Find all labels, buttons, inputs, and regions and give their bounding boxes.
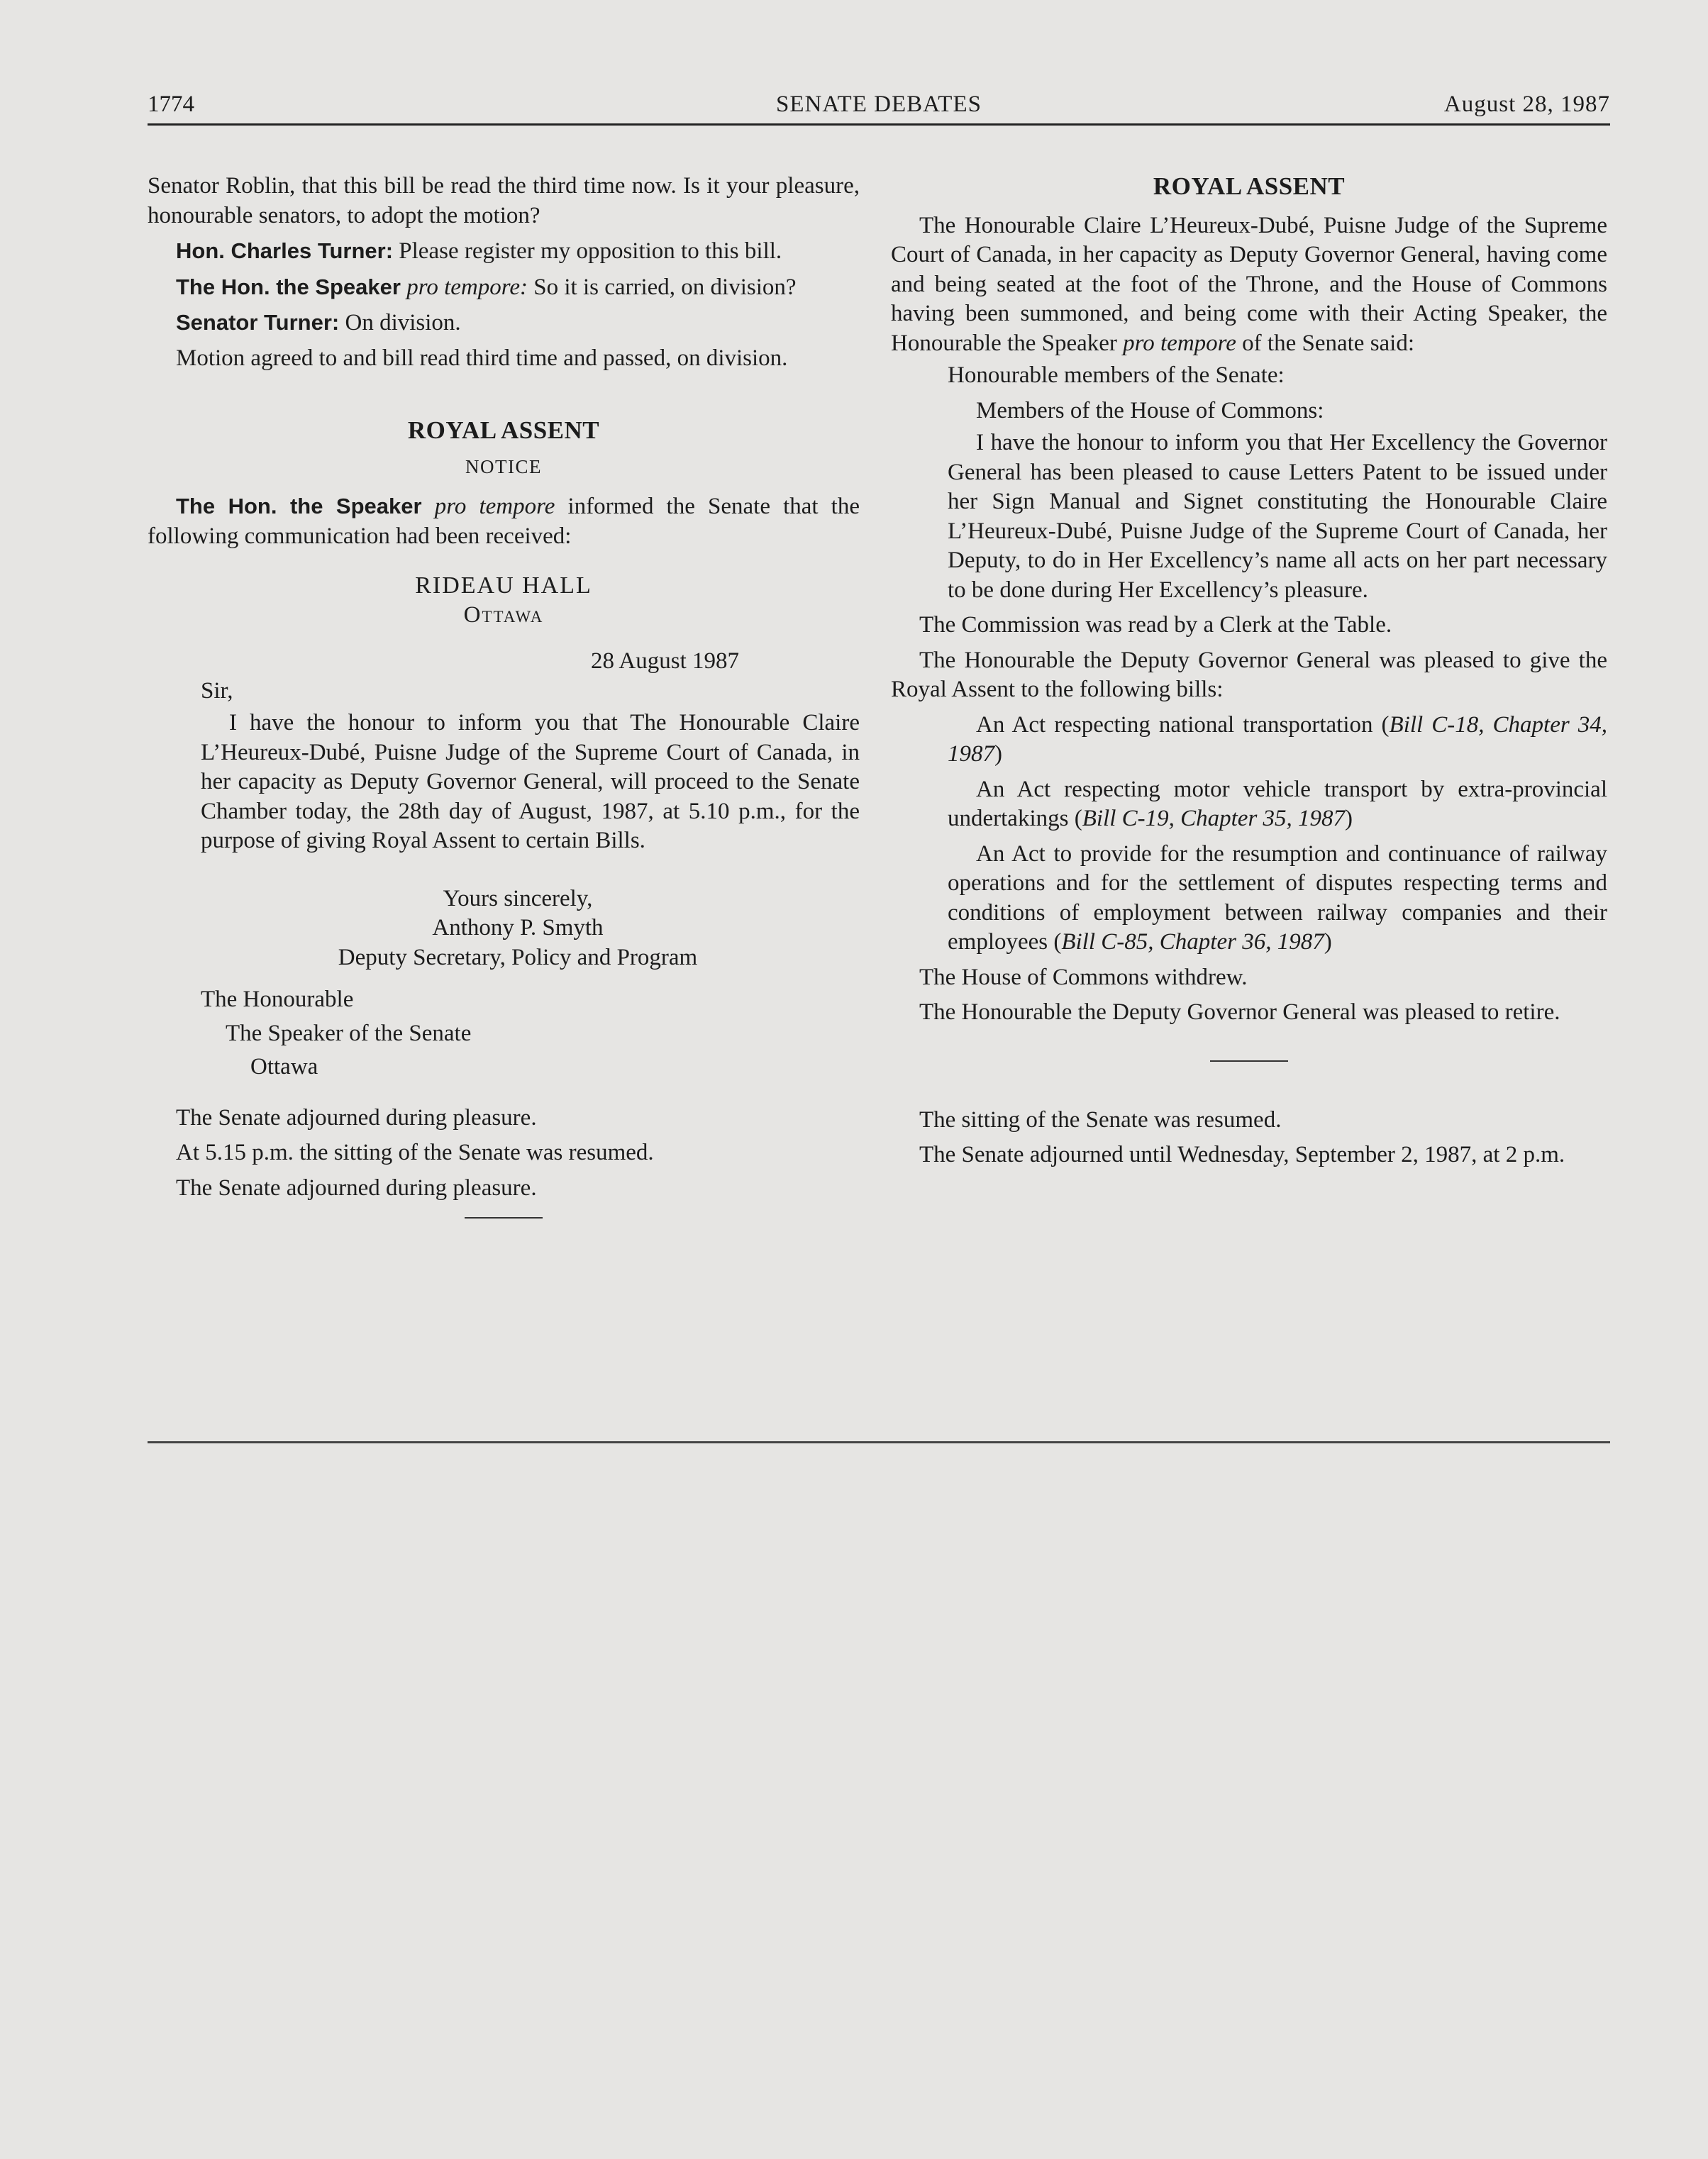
page-bottom-rule bbox=[148, 1441, 1610, 1443]
italic-phrase: pro tempore bbox=[434, 494, 555, 519]
bill-reference: Bill C-85, Chapter 36, 1987 bbox=[1061, 929, 1324, 955]
section-divider bbox=[465, 1217, 543, 1219]
paragraph: The Honourable the Deputy Governor General was pleased to give the Royal Assent to the following bills: bbox=[891, 647, 1607, 702]
bill-item bbox=[891, 840, 1607, 958]
publication-title: SENATE DEBATES bbox=[776, 91, 982, 117]
paragraph bbox=[891, 211, 1607, 359]
paren: ) bbox=[994, 741, 1002, 767]
speaker-name: Hon. Charles Turner: bbox=[176, 238, 394, 263]
paragraph-text: The Honourable Claire L’Heureux-Dubé, Puisne Judge of the Supreme Court of Canada, in her capacity as Deputy Governor General, having come and being seated at the foot of the Throne, and the House of Commons having been summoned, and being come with their Acting Speaker, the Honourable the Speaker bbox=[891, 212, 1607, 356]
speaker-name: The Hon. the Speaker bbox=[176, 494, 422, 518]
bill-reference: Bill C-18, Chapter 34, 1987 bbox=[948, 711, 1607, 767]
speech-body: I have the honour to inform you that Her Excellency the Governor General has been pleased to cause Letters Patent to be issued under her Sign Manual and Signet constituting the Honourable Claire L’Heureux-Dubé, Puisne Judge of the Supreme Court of Canada, her Deputy, to do in Her Excellency’s name all acts on her part necessary to be done during Her Excellency’s pleasure. bbox=[948, 430, 1607, 603]
bill-title: An Act respecting motor vehicle transport by extra-provincial undertakings ( bbox=[948, 776, 1607, 831]
speech-text: So it is carried, on division? bbox=[528, 274, 797, 300]
section-heading: ROYAL ASSENT bbox=[1153, 172, 1346, 200]
italic-phrase: pro tempore bbox=[1123, 330, 1236, 356]
paren: ) bbox=[1345, 806, 1353, 831]
paragraph bbox=[148, 492, 860, 551]
section-divider bbox=[1210, 1060, 1288, 1062]
letter bbox=[148, 571, 860, 1082]
letter-place: RIDEAU HALL bbox=[415, 572, 592, 599]
letter-closing: Yours sincerely, bbox=[443, 885, 593, 911]
section-heading: ROYAL ASSENT bbox=[407, 416, 600, 444]
left-column bbox=[148, 172, 860, 1219]
letter-body: I have the honour to inform you that The Honourable Claire L’Heureux-Dubé, Puisne Judge of the Supreme Court of Canada, in her capacity as Deputy Governor General, will proceed to the Senate Chamber today, the 28th day of August, 1987, at 5.10 p.m., for the purpose of giving Royal Assent to certain Bills. bbox=[201, 710, 860, 853]
paren: ) bbox=[1324, 929, 1332, 955]
paragraph: The Senate adjourned until Wednesday, September 2, 1987, at 2 p.m. bbox=[919, 1142, 1565, 1167]
paragraph bbox=[148, 308, 860, 338]
letter-address-line: The Honourable bbox=[201, 987, 354, 1012]
speech-text: On division. bbox=[339, 310, 461, 335]
speaker-name: Senator Turner: bbox=[176, 310, 340, 335]
speech-text: Please register my opposition to this bill. bbox=[393, 238, 782, 264]
letter-signer-title: Deputy Secretary, Policy and Program bbox=[338, 944, 698, 970]
speaker-name: The Hon. the Speaker bbox=[176, 274, 401, 299]
speech-text: informed the Senate that the following communication had been received: bbox=[148, 494, 860, 549]
letter-salutation: Sir, bbox=[201, 677, 233, 704]
letter-city: Ottawa bbox=[463, 601, 544, 628]
italic-phrase: pro tempore: bbox=[406, 274, 528, 300]
page-number: 1774 bbox=[148, 91, 194, 117]
right-column bbox=[891, 172, 1607, 1170]
paragraph: The Senate adjourned during pleasure. bbox=[176, 1175, 537, 1201]
paragraph: The sitting of the Senate was resumed. bbox=[919, 1106, 1282, 1133]
bill-title: An Act respecting national transportation ( bbox=[976, 711, 1390, 738]
letter-signer: Anthony P. Smyth bbox=[432, 915, 604, 940]
paragraph: The Honourable the Deputy Governor General was pleased to retire. bbox=[919, 999, 1560, 1025]
bill-reference: Bill C-19, Chapter 35, 1987 bbox=[1082, 806, 1346, 831]
letter-address-line: The Speaker of the Senate bbox=[226, 1020, 472, 1046]
paragraph: At 5.15 p.m. the sitting of the Senate was resumed. bbox=[176, 1140, 654, 1165]
letter-date: 28 August 1987 bbox=[590, 648, 739, 674]
header-date: August 28, 1987 bbox=[1443, 91, 1610, 117]
paragraph: The Senate adjourned during pleasure. bbox=[176, 1104, 537, 1131]
bill-title: An Act to provide for the resumption and continuance of railway operations and for the settlement of disputes respecting terms and conditions of employment between railway companies and their employees ( bbox=[948, 840, 1607, 955]
speech-address: Honourable members of the Senate: bbox=[948, 362, 1285, 388]
page-header bbox=[148, 85, 1610, 126]
paragraph: Motion agreed to and bill read third time and passed, on division. bbox=[176, 345, 788, 371]
bill-item bbox=[891, 711, 1607, 770]
letter-address-line: Ottawa bbox=[250, 1054, 318, 1080]
paragraph: Senator Roblin, that this bill be read the third time now. Is it your pleasure, honourable senators, to adopt the motion? bbox=[148, 173, 860, 228]
paragraph bbox=[148, 236, 860, 267]
section-subheading: NOTICE bbox=[465, 455, 542, 477]
bill-item bbox=[891, 775, 1607, 834]
paragraph: The Commission was read by a Clerk at the Table. bbox=[919, 612, 1392, 638]
paragraph: The House of Commons withdrew. bbox=[919, 964, 1248, 990]
speech-address: Members of the House of Commons: bbox=[976, 397, 1324, 423]
paragraph-text: of the Senate said: bbox=[1236, 330, 1415, 356]
paragraph bbox=[148, 272, 860, 303]
